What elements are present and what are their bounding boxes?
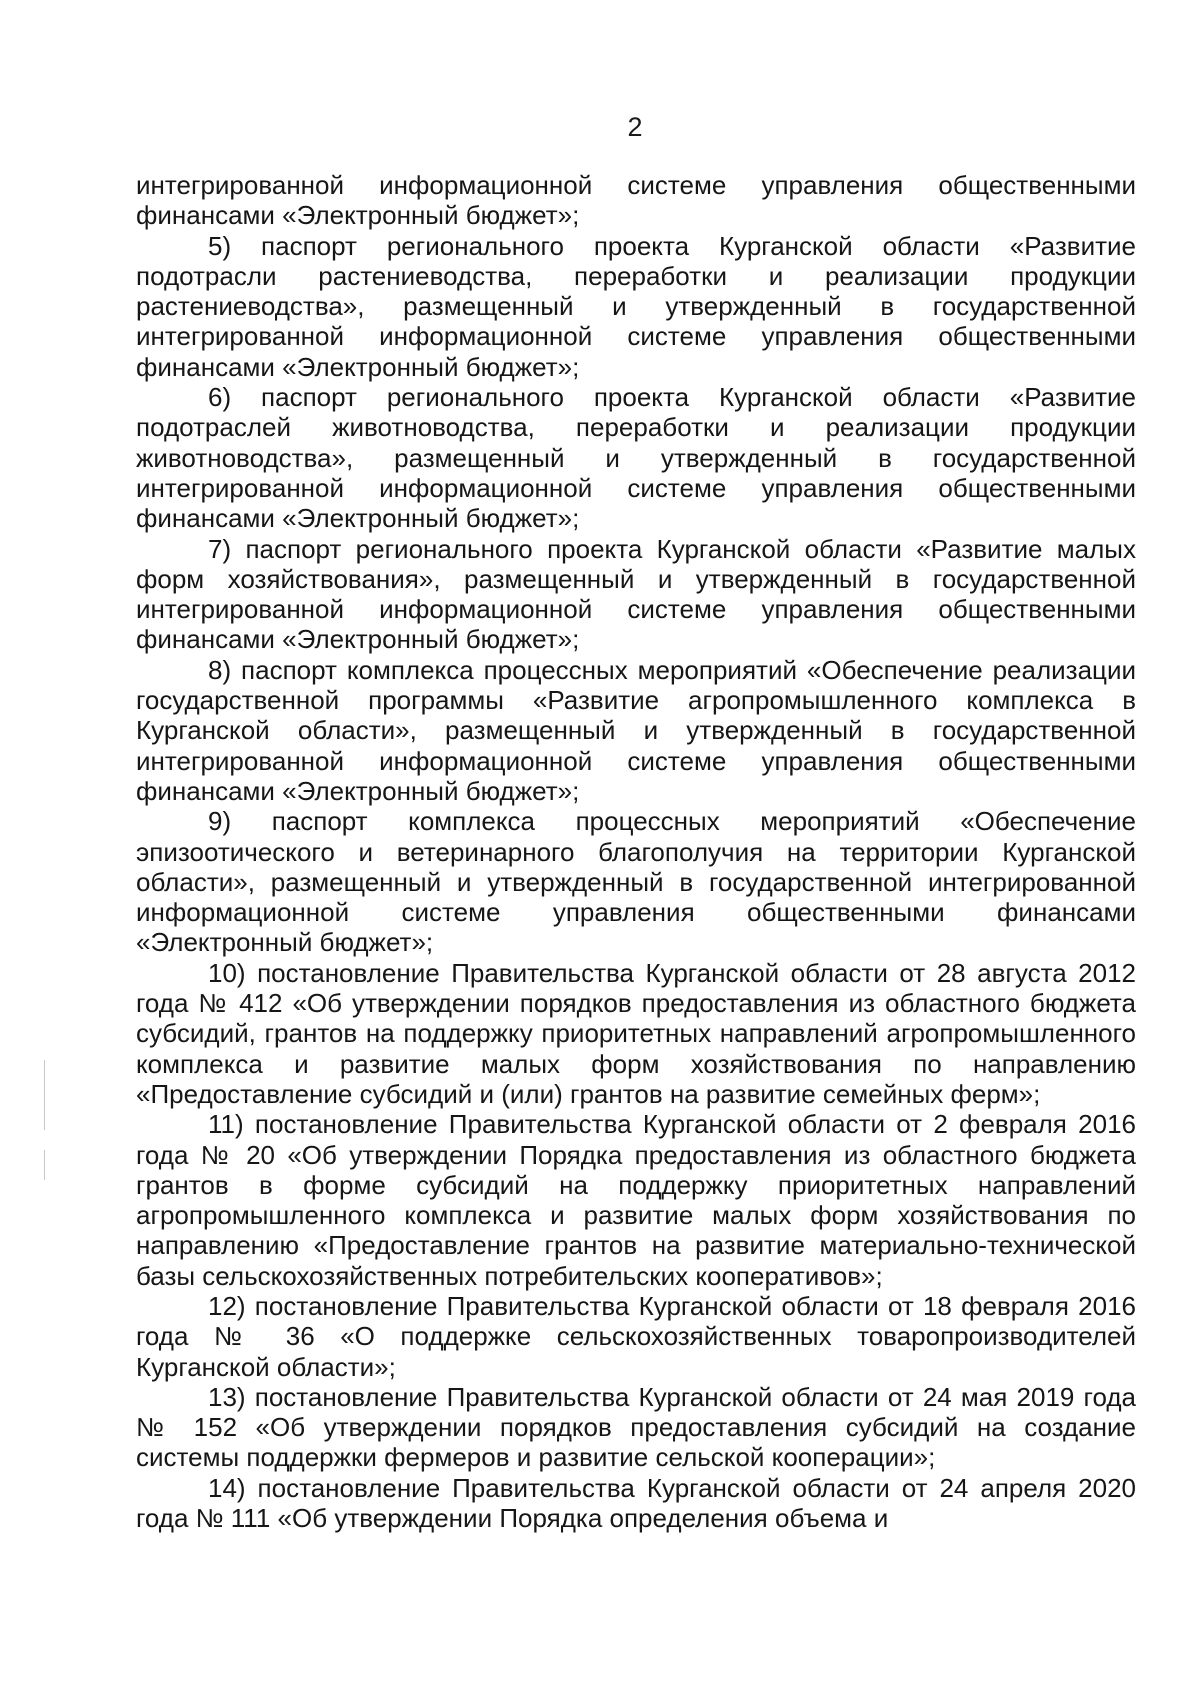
document-body [136, 170, 1136, 1533]
list-item-13: 13) постановление Правительства Курганской области от 24 мая 2019 года № 152 «Об утверждении порядков предоставления субсидий на создание системы поддержки фермеров и развитие сельской кооперации»; [136, 1381, 1136, 1473]
list-item-14: 14) постановление Правительства Курганской области от 24 апреля 2020 года № 111 «Об утверждении Порядка определения объема и [136, 1472, 1136, 1534]
page-number: 2 [627, 112, 643, 142]
list-item-10: 10) постановление Правительства Курганской области от 28 августа 2012 года № 412 «Об утверждении порядков предоставления из областного бюджета субсидий, грантов на поддержку приоритетных направлений агропромышленного комплекса и развитие малых форм хозяйствования по направлению «Предоставление субсидий и (или) грантов на развитие семейных ферм»; [136, 957, 1136, 1109]
scan-artifact-line [44, 1060, 45, 1130]
list-item-12: 12) постановление Правительства Курганской области от 18 февраля 2016 года № 36 «О поддержке сельскохозяйственных товаропроизводителей Курганской области»; [136, 1290, 1136, 1382]
list-item-7: 7) паспорт регионального проекта Курганской области «Развитие малых форм хозяйствования», размещенный и утвержденный в государственной интегрированной информационной системе управления общественными финансами «Электронный бюджет»; [136, 533, 1136, 655]
list-item-8: 8) паспорт комплекса процессных мероприятий «Обеспечение реализации государственной программы «Развитие агропромышленного комплекса в Курганской области», размещенный и утвержденный в государственной интегрированной информационной системе управления общественными финансами «Электронный бюджет»; [136, 654, 1136, 806]
list-item-9: 9) паспорт комплекса процессных мероприятий «Обеспечение эпизоотического и ветеринарного благополучия на территории Курганской области», размещенный и утвержденный в государственной интегрированной информационной системе управления общественными финансами «Электронный бюджет»; [136, 806, 1136, 958]
scan-artifact-line [44, 1150, 45, 1180]
list-item-6: 6) паспорт регионального проекта Курганской области «Развитие подотраслей животноводства, переработки и реализации продукции животноводства», размещенный и утвержденный в государственной интегрированной информационной системе управления общественными финансами «Электронный бюджет»; [136, 382, 1136, 534]
list-item-11: 11) постановление Правительства Курганской области от 2 февраля 2016 года № 20 «Об утверждении Порядка предоставления из областного бюджета грантов в форме субсидий на поддержку приоритетных направлений агропромышленного комплекса и развитие малых форм хозяйствования по направлению «Предоставление грантов на развитие материально-технической базы сельскохозяйственных потребительских кооперативов»; [136, 1109, 1136, 1291]
paragraph-continuation: интегрированной информационной системе управления общественными финансами «Электронный бюджет»; [136, 170, 1136, 231]
list-item-5: 5) паспорт регионального проекта Курганской области «Развитие подотрасли растениеводства, переработки и реализации продукции растениеводства», размещенный и утвержденный в государственной интегрированной информационной системе управления общественными финансами «Электронный бюджет»; [136, 230, 1136, 382]
